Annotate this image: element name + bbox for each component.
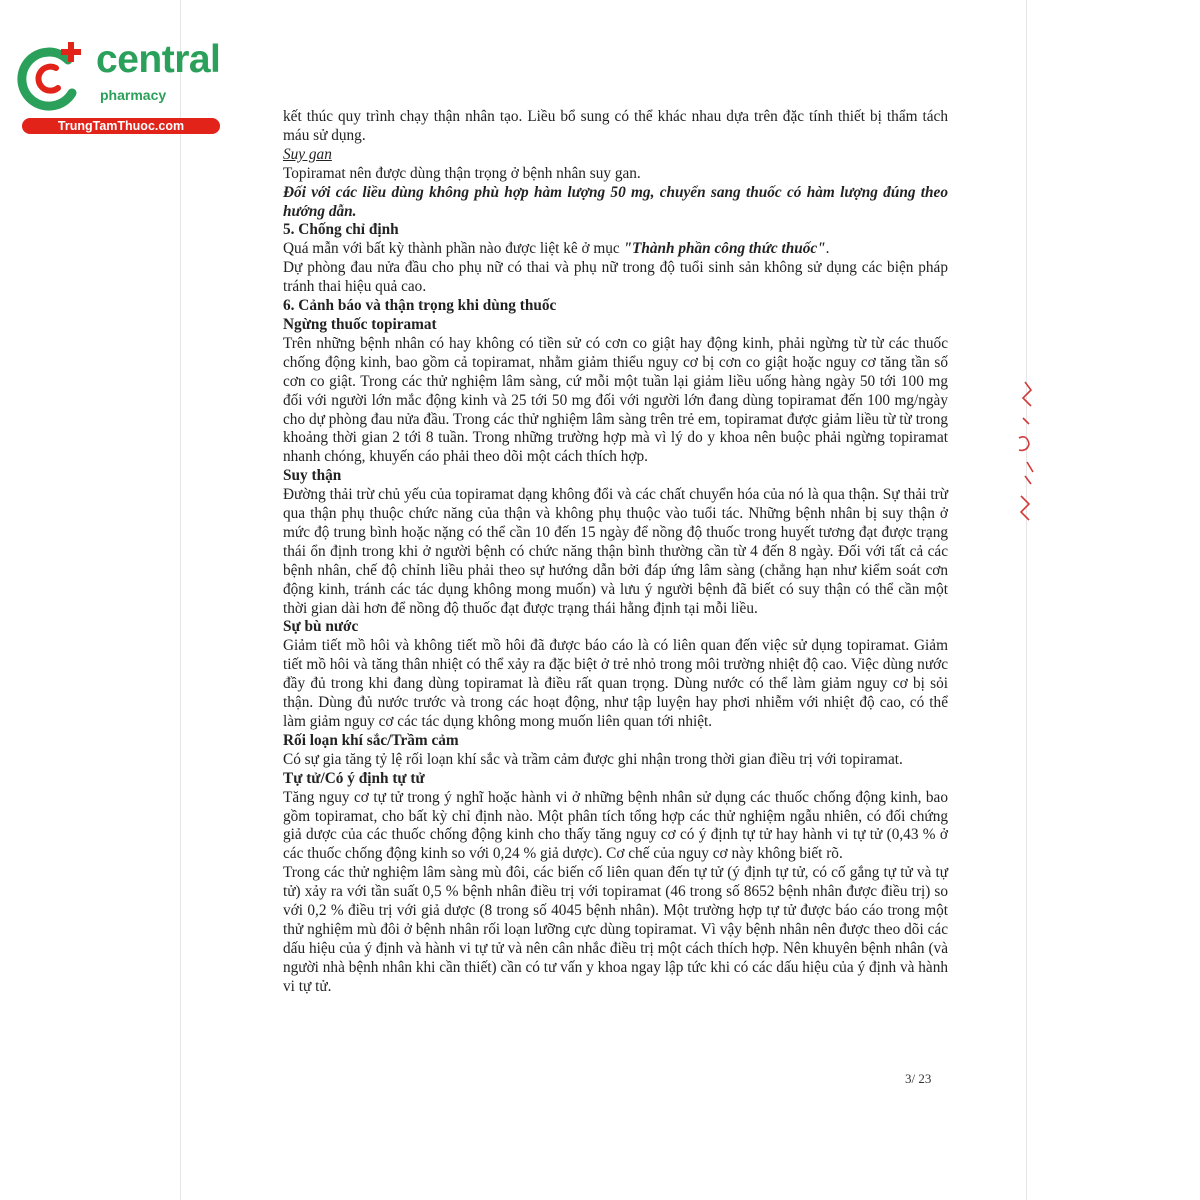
page-number: 3/ 23 [905,1071,932,1086]
referenced-section: "Thành phần công thức thuốc" [623,240,826,258]
subheading: Tự tử/Có ý định tự tử [283,769,425,787]
paragraph: Topiramat nên được dùng thận trọng ở bệnh nhân suy gan. [283,164,641,182]
subheading: Rối loạn khí sắc/Trầm cảm [283,731,459,749]
text-run: . [825,240,830,258]
dose-note: Đối với các liều dùng không phù hợp hàm lượng 50 mg, chuyển sang thuốc có hàm lượng đúng theo hướng dẫn. [283,183,948,220]
paragraph: Đường thải trừ chủ yếu của topiramat dạng không đổi và các chất chuyển hóa của nó là qua thận. Sự thải trừ qua thận phụ thuộc chức năng của thận và không phụ thuộc vào tuổi tác. Những bệnh nhân bị suy thận ở mức độ trung bình hoặc nặng có thể cần 10 đến 15 ngày để nồng độ thuốc trong huyết tương đạt được trạng thái ổn định trong khi ở người bệnh có chức năng thận bình thường cần từ 4 đến 8 ngày. Đối với tất cả các bệnh nhân, chế độ chỉnh liều phải theo sự hướng dẫn bởi đáp ứng lâm sàng (chẳng hạn như kiểm soát cơn động kinh, tránh các tác dụng không mong muốn) và lưu ý người bệnh đã biết có suy thận có thể cần một thời gian dài hơn để nồng độ thuốc đạt được trạng thái hằng định tại mỗi liều. [283,486,948,617]
central-pharmacy-logo-mark [10,38,90,118]
logo-website: TrungTamThuoc.com [22,118,220,134]
subheading: Ngừng thuốc topiramat [283,315,437,333]
section-heading-5: 5. Chống chỉ định [283,221,399,239]
paragraph: Giảm tiết mồ hôi và không tiết mồ hôi đã được báo cáo là có liên quan đến việc sử dụng topiramat. Giảm tiết mồ hôi và tăng thân nhiệt có thể xảy ra đặc biệt ở trẻ nhỏ trong môi trường nhiệt độ cao. Việc dùng nước đầy đủ trong khi đang dùng topiramat là điều rất quan trọng. Dùng nước có thể làm giảm nguy cơ bị sỏi thận. Dùng đủ nước trước và trong các hoạt động, như tập luyện hay phơi nhiễm với nhiệt độ cao, có thể làm giảm nguy cơ các tác dụng không mong muốn liên quan tới nhiệt. [283,637,948,730]
red-stamp-fragment [1005,380,1045,530]
document-body [283,108,948,997]
subheading: Suy thận [283,467,342,485]
paragraph [283,240,948,259]
logo-name: central [96,38,221,81]
subheading-suy-gan: Suy gan [283,145,332,163]
paragraph: Dự phòng đau nửa đầu cho phụ nữ có thai và phụ nữ trong độ tuổi sinh sản không sử dụng các biện pháp tránh thai hiệu quả cao. [283,259,948,296]
pharmacy-logo[interactable] [10,38,221,138]
subheading: Sự bù nước [283,618,359,636]
paragraph: Có sự gia tăng tỷ lệ rối loạn khí sắc và trầm cảm được ghi nhận trong thời gian điều trị với topiramat. [283,750,903,768]
logo-subtitle: pharmacy [100,87,167,103]
paragraph: kết thúc quy trình chạy thận nhân tạo. Liều bổ sung có thể khác nhau dựa trên đặc tính thiết bị thẩm tách máu sử dụng. [283,108,948,144]
text-run: Quá mẫn với bất kỳ thành phần nào được liệt kê ở mục [283,240,624,258]
paragraph: Trên những bệnh nhân có hay không có tiền sử có cơn co giật hay động kinh, phải ngừng từ từ các thuốc chống động kinh, bao gồm cả topiramat, nhằm giảm thiểu nguy cơ bị cơn co giật hoặc nguy cơ tăng tần số cơn co giật. Trong các thử nghiệm lâm sàng, cứ mỗi một tuần lại giảm liều uống hàng ngày 50 tới 100 mg đối với người lớn mắc động kinh và 25 tới 50 mg đối với người lớn đang dùng topiramat đến 100 mg/ngày cho dự phòng đau nửa đầu. Trong các thử nghiệm lâm sàng trên trẻ em, topiramat được giảm liều từ từ trong khoảng thời gian 2 tới 8 tuần. Trong những trường hợp mà vì lý do y khoa nên buộc phải ngừng topiramat nhanh chóng, khuyến cáo phải theo dõi một cách thích hợp. [283,334,948,466]
paragraph: Trong các thử nghiệm lâm sàng mù đôi, các biến cố liên quan đến tự tử (ý định tự tử, có cố gắng tự tử và tự tử) xảy ra với tần suất 0,5 % bệnh nhân điều trị với topiramat (46 trong số 8652 bệnh nhân được điều trị) so với 0,2 % điều trị với giả dược (8 trong số 4045 bệnh nhân). Một trường hợp tự tử được báo cáo trong một thử nghiệm mù đôi ở bệnh nhân rối loạn lưỡng cực dùng topiramat. Vì vậy bệnh nhân nên được theo dõi các dấu hiệu của ý định và hành vi tự tử và nên cân nhắc điều trị một cách thích hợp. Nên khuyên bệnh nhân (và người nhà bệnh nhân khi cần thiết) cần có tư vấn y khoa ngay lập tức khi có các dấu hiệu của ý định và hành vi tự tử. [283,864,948,995]
paragraph: Tăng nguy cơ tự tử trong ý nghĩ hoặc hành vi ở những bệnh nhân sử dụng các thuốc chống động kinh, bao gồm topiramat, cho bất kỳ chỉ định nào. Một phân tích tổng hợp các thử nghiệm ngẫu nhiên, có đối chứng giả dược của các thuốc chống động kinh cho thấy tăng nguy cơ có ý định tự tử hay hành vi tự tử (0,43 % ở các thuốc chống động kinh so với 0,24 % giả dược). Cơ chế của nguy cơ này không biết rõ. [283,788,948,863]
section-heading-6: 6. Cảnh báo và thận trọng khi dùng thuốc [283,297,557,315]
